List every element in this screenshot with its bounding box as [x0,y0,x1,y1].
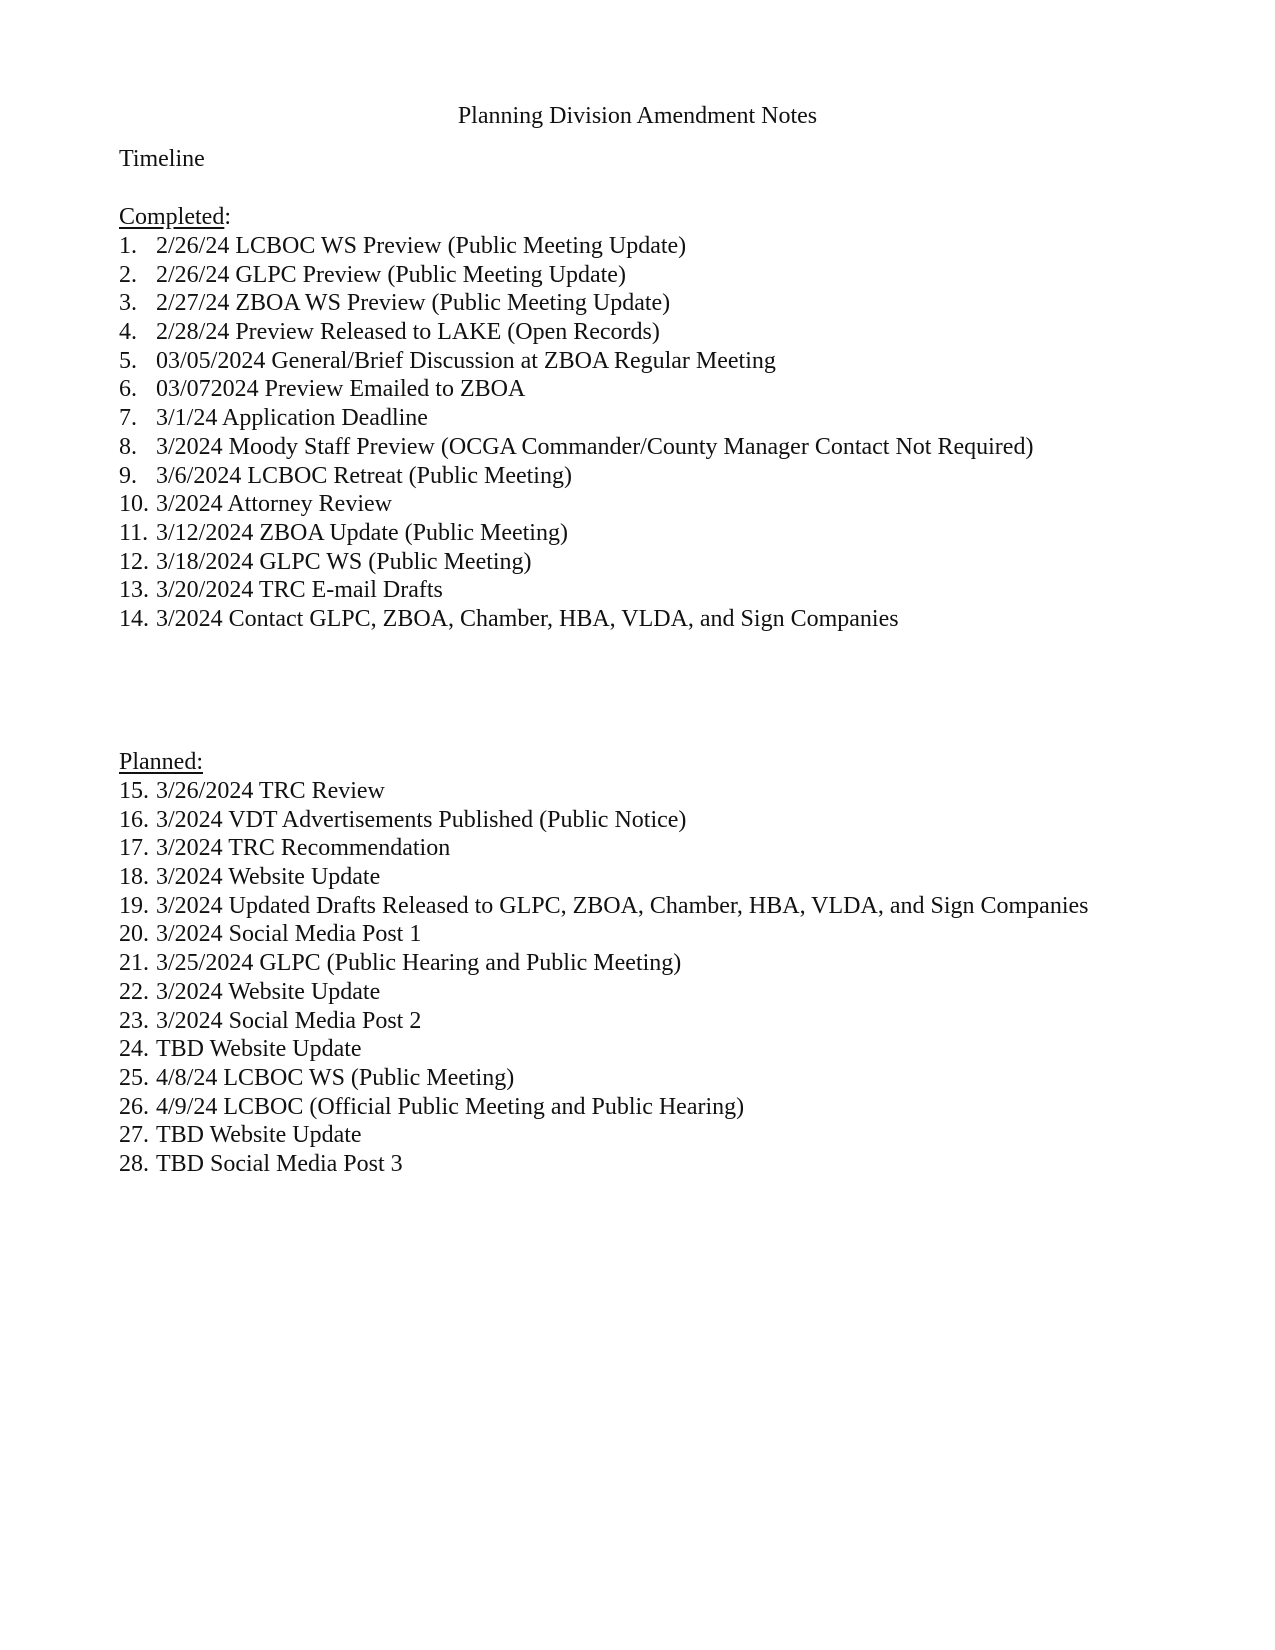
list-item [119,1035,1088,1064]
list-item [119,347,1033,376]
list-item [119,375,1033,404]
item-number: 12. [119,548,149,575]
item-number: 20. [119,921,149,948]
item-number: 21. [119,950,149,977]
list-item [119,920,1088,949]
item-number: 3. [119,290,137,317]
item-text: TBD Social Media Post 3 [156,1150,403,1177]
item-number: 4. [119,319,137,346]
item-number: 28. [119,1150,149,1177]
item-text: 3/26/2024 TRC Review [156,778,385,804]
list-item [119,318,1033,347]
completed-label [119,202,1033,232]
item-number: 8. [119,433,137,460]
document-title-text: Planning Division Amendment Notes [457,103,818,129]
completed-section [119,202,1033,634]
list-item [119,605,1033,634]
item-text: 3/6/2024 LCBOC Retreat (Public Meeting) [156,462,572,489]
item-number: 23. [119,1007,149,1034]
item-text: 3/2024 VDT Advertisements Published (Public Notice) [156,806,687,833]
item-text: 2/27/24 ZBOA WS Preview (Public Meeting Update) [156,290,671,317]
item-text: 3/1/24 Application Deadline [156,405,428,432]
item-text: 3/2024 Updated Drafts Released to GLPC, ZBOA, Chamber, HBA, VLDA, and Sign Companies [156,892,1089,919]
item-text: 3/2024 Moody Staff Preview (OCGA Commander/County Manager Contact Not Required) [156,433,1034,460]
item-number: 14. [119,605,149,632]
list-item [119,1150,1088,1179]
item-text: TBD Website Update [156,1122,362,1149]
list-item [119,1007,1088,1036]
list-item [119,834,1088,863]
item-number: 25. [119,1064,149,1091]
item-number: 26. [119,1093,149,1120]
item-number: 22. [119,978,149,1005]
planned-label-text: Planned: [119,749,203,775]
list-item [119,462,1033,491]
list-item [119,1121,1088,1150]
list-item [119,1093,1088,1122]
item-number: 6. [119,376,137,403]
document-title [0,101,1275,131]
item-number: 15. [119,778,149,804]
list-item [119,519,1033,548]
list-item [119,1064,1088,1093]
list-item [119,863,1088,892]
item-text: 3/18/2024 GLPC WS (Public Meeting) [156,548,532,575]
completed-label-colon: : [224,204,231,230]
planned-list [119,777,1088,1179]
list-item [119,289,1033,318]
item-text: 2/26/24 LCBOC WS Preview (Public Meeting Update) [156,233,687,259]
item-number: 19. [119,892,149,919]
item-text: TBD Website Update [156,1036,362,1063]
item-text: 2/26/24 GLPC Preview (Public Meeting Update) [156,261,626,288]
item-number: 11. [119,519,149,546]
item-text: 03/072024 Preview Emailed to ZBOA [156,376,526,403]
list-item [119,404,1033,433]
timeline-heading: Timeline [119,146,205,172]
item-number: 16. [119,806,149,833]
list-item [119,806,1088,835]
completed-list [119,232,1033,634]
item-text: 3/2024 Attorney Review [156,491,392,518]
list-item [119,548,1033,577]
list-item [119,949,1088,978]
item-number: 24. [119,1036,149,1063]
item-number: 27. [119,1122,149,1149]
item-number: 2. [119,261,137,288]
list-item [119,892,1088,921]
planned-section [119,747,1088,1179]
item-text: 3/25/2024 GLPC (Public Hearing and Public Meeting) [156,950,682,977]
list-item [119,490,1033,519]
item-number: 13. [119,577,149,604]
list-item [119,777,1088,806]
list-item [119,576,1033,605]
item-text: 3/2024 Social Media Post 2 [156,1007,422,1034]
item-text: 3/20/2024 TRC E-mail Drafts [156,577,443,604]
item-text: 2/28/24 Preview Released to LAKE (Open Records) [156,319,660,346]
item-number: 1. [119,233,137,259]
completed-label-text: Completed [119,204,225,230]
list-item [119,261,1033,290]
item-number: 17. [119,835,149,862]
item-text: 4/8/24 LCBOC WS (Public Meeting) [156,1064,515,1091]
item-number: 10. [119,491,149,518]
item-number: 5. [119,347,137,374]
item-text: 03/05/2024 General/Brief Discussion at ZBOA Regular Meeting [156,347,776,374]
item-number: 7. [119,405,137,432]
item-text: 3/2024 Social Media Post 1 [156,921,422,948]
item-text: 3/12/2024 ZBOA Update (Public Meeting) [156,519,568,546]
item-text: 3/2024 Website Update [156,978,381,1005]
list-item [119,232,1033,261]
item-text: 3/2024 TRC Recommendation [156,835,451,862]
list-item [119,978,1088,1007]
list-item [119,433,1033,462]
item-number: 18. [119,864,149,891]
item-text: 3/2024 Website Update [156,864,381,891]
item-text: 3/2024 Contact GLPC, ZBOA, Chamber, HBA, VLDA, and Sign Companies [156,605,899,632]
planned-label [119,747,1088,777]
item-number: 9. [119,462,137,489]
item-text: 4/9/24 LCBOC (Official Public Meeting and Public Hearing) [156,1093,745,1120]
